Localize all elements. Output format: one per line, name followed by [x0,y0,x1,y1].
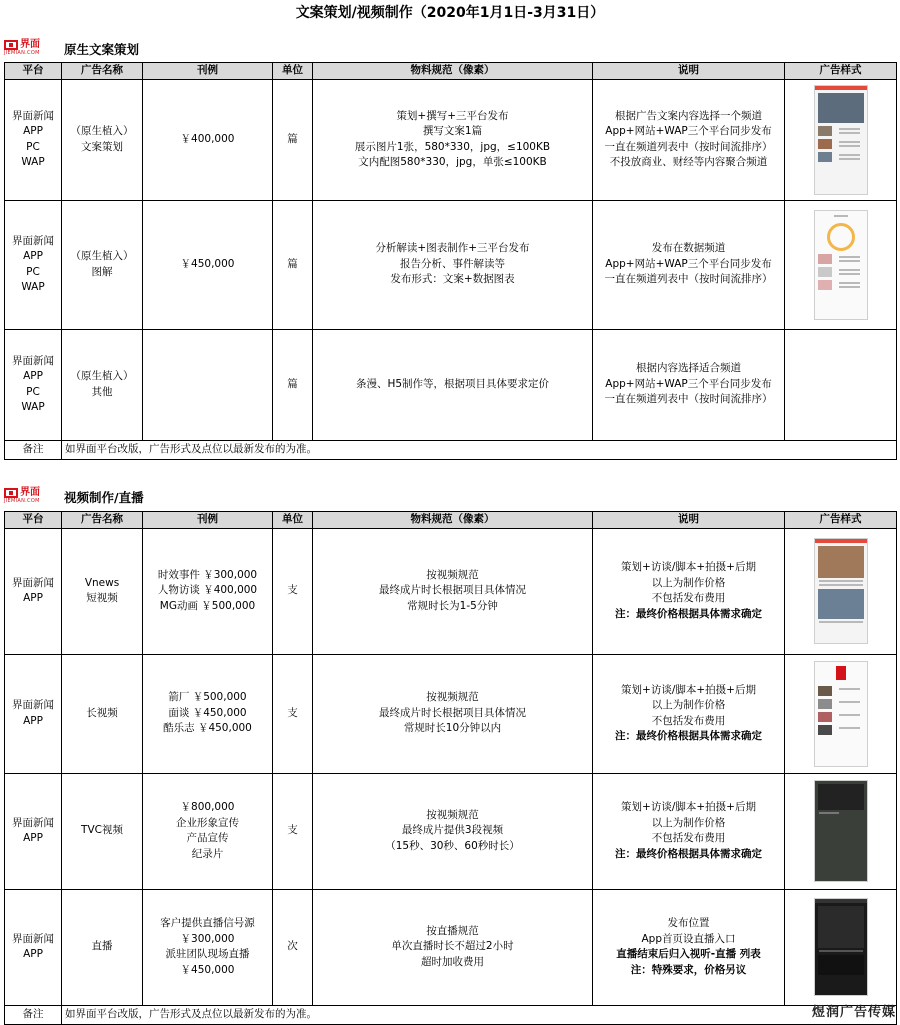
ad-style-cell [785,200,897,329]
header-ad-name: 广告名称 [62,512,143,529]
header-spec: 物料规范（像素） [313,512,593,529]
platform-cell: 界面新闻 APP PC WAP [5,329,62,440]
desc-cell [593,528,785,654]
spec-cell: 分析解读+图表制作+三平台发布 报告分析、事件解读等 发布形式：文案+数据图表 [313,200,593,329]
desc-text: 策划+访谈/脚本+拍摄+后期 以上为制作价格 不包括发布费用 [621,801,756,844]
notes-label: 备注 [5,1005,62,1024]
header-platform: 平台 [5,512,62,529]
desc-bold-note: 注：最终价格根据具体需求确定 [615,730,762,742]
header-unit: 单位 [273,512,313,529]
ad-name-cell: 直播 [62,889,143,1005]
watermark-text: 煜润广告传媒 [811,1005,896,1020]
price-cell: 时效事件 ￥300,000 人物访谈 ￥400,000 MG动画 ￥500,000 [143,528,273,654]
platform-cell: 界面新闻 APP [5,773,62,889]
unit-cell: 支 [273,773,313,889]
ad-style-cell [785,329,897,440]
desc-text: 策划+访谈/脚本+拍摄+后期 以上为制作价格 不包括发布费用 [621,561,756,604]
price-cell: 客户提供直播信号源 ￥300,000 派驻团队现场直播 ￥450,000 [143,889,273,1005]
copywriting-table [4,62,897,460]
table-row [5,79,897,200]
notes-text: 如界面平台改版，广告形式及点位以最新发布的为准。 [62,1005,897,1024]
price-cell: ￥450,000 [143,200,273,329]
ad-screenshot-image [814,898,868,996]
header-unit: 单位 [273,63,313,80]
ad-name-cell: （原生植入） 文案策划 [62,79,143,200]
section-title: 原生文案策划 [64,42,140,57]
ad-name-cell: 长视频 [62,654,143,773]
desc-cell: 根据广告文案内容选择一个频道 App+网站+WAP三个平台同步发布 一直在频道列表中（按时间流排序） 不投放商业、财经等内容聚合频道 [593,79,785,200]
desc-cell: 发布在数据频道 App+网站+WAP三个平台同步发布 一直在频道列表中（按时间流排序） [593,200,785,329]
header-ad-name: 广告名称 [62,63,143,80]
spec-cell: 按视频规范 最终成片时长根据项目具体情况 常规时长为1-5分钟 [313,528,593,654]
header-platform: 平台 [5,63,62,80]
header-price: 刊例 [143,512,273,529]
logo-mark-icon [4,488,18,498]
price-cell [143,329,273,440]
ad-name-cell: （原生植入） 其他 [62,329,143,440]
header-desc: 说明 [593,63,785,80]
desc-cell [593,773,785,889]
platform-cell: 界面新闻 APP [5,654,62,773]
unit-cell: 篇 [273,79,313,200]
video-table [4,511,897,1025]
spec-cell: 策划+撰写+三平台发布 撰写文案1篇 展示图片1张，580*330，jpg，≤100KB 文内配图580*330，jpg，单张≤100KB [313,79,593,200]
ad-name-cell: TVC视频 [62,773,143,889]
unit-cell: 次 [273,889,313,1005]
spec-cell: 按视频规范 最终成片时长根据项目具体情况 常规时长10分钟以内 [313,654,593,773]
unit-cell: 支 [273,654,313,773]
desc-text: 发布位置 App首页设直播入口 [641,917,736,945]
spec-cell: 条漫、H5制作等，根据项目具体要求定价 [313,329,593,440]
section-header-video [4,486,144,508]
ad-style-cell [785,773,897,889]
spec-cell: 按视频规范 最终成片提供3段视频 （15秒、30秒、60秒时长） [313,773,593,889]
platform-cell: 界面新闻 APP [5,889,62,1005]
jiemian-logo: 界面 JIEMIAN.COM [4,487,40,504]
unit-cell: 篇 [273,329,313,440]
spec-cell: 按直播规范 单次直播时长不超过2小时 超时加收费用 [313,889,593,1005]
header-ad-style: 广告样式 [785,512,897,529]
price-cell: 箭厂 ￥500,000 面谈 ￥450,000 酷乐志 ￥450,000 [143,654,273,773]
notes-label: 备注 [5,440,62,459]
table-row [5,200,897,329]
desc-cell: 根据内容选择适合频道 App+网站+WAP三个平台同步发布 一直在频道列表中（按时间流排序） [593,329,785,440]
header-desc: 说明 [593,512,785,529]
jiemian-logo: 界面 JIEMIAN.COM [4,39,40,56]
ad-style-cell [785,654,897,773]
header-spec: 物料规范（像素） [313,63,593,80]
notes-row [5,440,897,459]
platform-cell: 界面新闻 APP [5,528,62,654]
price-cell: ￥400,000 [143,79,273,200]
ad-screenshot-image [814,538,868,644]
table-row [5,773,897,889]
header-price: 刊例 [143,63,273,80]
unit-cell: 支 [273,528,313,654]
desc-cell [593,889,785,1005]
section-title: 视频制作/直播 [64,490,144,505]
header-ad-style: 广告样式 [785,63,897,80]
ad-screenshot-image [814,780,868,882]
table-row [5,528,897,654]
ad-screenshot-image [814,661,868,767]
table-header-row [5,512,897,529]
price-cell: ￥800,000 企业形象宣传 产品宣传 纪录片 [143,773,273,889]
logo-mark-icon [4,40,18,50]
platform-cell: 界面新闻 APP PC WAP [5,200,62,329]
desc-bold-note: 直播结束后归入视听-直播 列表 注：特殊要求，价格另议 [616,948,761,976]
notes-row [5,1005,897,1024]
table-row [5,654,897,773]
desc-text: 策划+访谈/脚本+拍摄+后期 以上为制作价格 不包括发布费用 [621,683,756,727]
desc-bold-note: 注：最终价格根据具体需求确定 [615,847,762,860]
table-row [5,329,897,440]
ad-style-cell [785,528,897,654]
desc-cell [593,654,785,773]
ad-name-cell: Vnews 短视频 [62,528,143,654]
ad-name-cell: （原生植入） 图解 [62,200,143,329]
section-header-copywriting [4,38,139,60]
notes-text: 如界面平台改版，广告形式及点位以最新发布的为准。 [62,440,897,459]
table-row [5,889,897,1005]
unit-cell: 篇 [273,200,313,329]
page-title: 文案策划/视频制作（2020年1月1日-3月31日） [295,5,605,21]
ad-style-cell [785,889,897,1005]
ad-style-cell [785,79,897,200]
ad-screenshot-image [814,210,868,320]
platform-cell: 界面新闻 APP PC WAP [5,79,62,200]
desc-bold-note: 注：最终价格根据具体需求确定 [615,607,762,620]
ad-screenshot-image [814,85,868,195]
table-header-row [5,63,897,80]
